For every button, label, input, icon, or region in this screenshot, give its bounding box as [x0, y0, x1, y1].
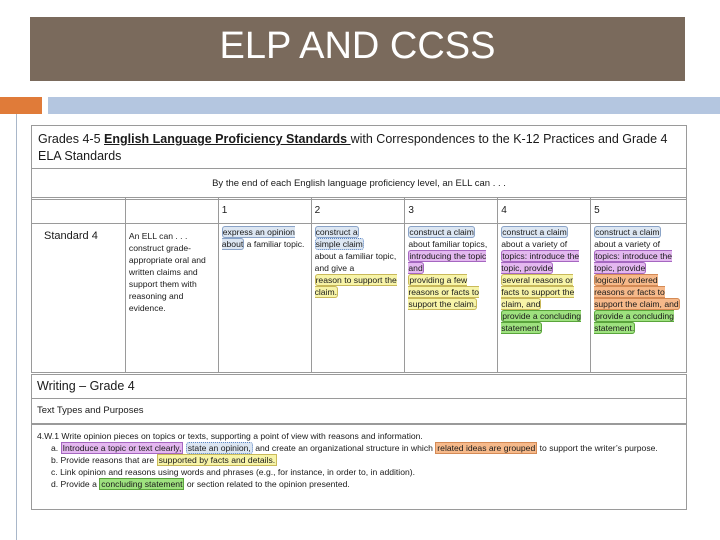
level-5-header: 5	[591, 198, 687, 224]
ccss-item-c: c. Link opinion and reasons using words and phrases (e.g., for instance, in order to, in addition).	[51, 467, 416, 477]
accent-bar-blue	[48, 97, 720, 114]
ccss-a-highlight-1: Introduce a topic or text clearly,	[62, 443, 182, 453]
levels-header-row	[32, 198, 687, 224]
level-5-cell	[591, 224, 687, 373]
standard-label: Standard 4	[32, 224, 126, 373]
ccss-a-mid-2: and create an organizational structure in which	[252, 443, 436, 453]
ell-can-text: An ELL can . . . construct grade-appropriate oral and written claims and support them with reasoning and evidence.	[125, 224, 218, 373]
level-3-part-b: about familiar topics,	[408, 239, 488, 249]
level-2-part-a: construct a	[315, 227, 358, 237]
level-4-header: 4	[498, 198, 591, 224]
level-1-cell	[218, 224, 311, 373]
elp-header-text	[38, 131, 680, 165]
level-4-part-b: about a variety of	[501, 239, 568, 249]
ccss-item-d	[37, 478, 682, 490]
ccss-a-suffix: to support the writer’s purpose.	[537, 443, 658, 453]
ccss-a-prefix: a.	[51, 443, 61, 453]
level-3-part-a: construct a claim	[409, 227, 474, 237]
level-5-part-e: provide a concluding statement.	[594, 311, 674, 333]
slide-title: ELP AND CCSS	[219, 25, 496, 67]
level-2-part-b: simple claim	[315, 239, 363, 249]
ccss-a-highlight-2: state an opinion,	[187, 443, 251, 453]
header-prefix: Grades 4-5	[38, 132, 105, 146]
standard-row	[32, 224, 687, 373]
elp-subheader-box	[31, 168, 687, 200]
level-4-part-d: several reasons or facts to support the claim, and	[501, 275, 575, 309]
level-4-part-a: construct a claim	[502, 227, 567, 237]
level-5-part-d: logically ordered reasons or facts to support the claim, and	[594, 275, 679, 309]
level-2-cell	[311, 224, 405, 373]
level-4-part-e: provide a concluding statement.	[501, 311, 582, 333]
text-types-box	[31, 398, 687, 424]
level-3-header: 3	[405, 198, 498, 224]
writing-grade-box	[31, 374, 687, 400]
level-5-part-a: construct a claim	[595, 227, 660, 237]
slide-title-bar	[30, 17, 685, 81]
level-2-part-d: reason to support the claim.	[314, 275, 397, 297]
ccss-a-highlight-3: related ideas are grouped	[437, 443, 536, 453]
ccss-item-b	[37, 454, 682, 466]
level-4-cell	[498, 224, 591, 373]
level-1-rest: a familiar topic.	[244, 239, 305, 249]
ccss-item-a	[37, 442, 682, 454]
level-4-part-c: topics: introduce the topic, provide	[501, 251, 580, 273]
levels-blank-cell-1	[32, 198, 126, 224]
ccss-standard-text	[37, 430, 682, 490]
ccss-d-prefix: d. Provide a	[51, 479, 100, 489]
level-1-header: 1	[218, 198, 311, 224]
level-3-cell	[405, 224, 498, 373]
level-3-part-d: providing a few reasons or facts to support the claim.	[408, 275, 480, 309]
elp-levels-table	[31, 197, 687, 373]
ccss-b-prefix: b. Provide reasons that are	[51, 455, 157, 465]
levels-blank-cell-2	[125, 198, 218, 224]
level-3-part-c: introducing the topic and	[408, 251, 487, 273]
left-divider-line	[16, 114, 17, 540]
text-types-heading: Text Types and Purposes	[37, 405, 144, 416]
level-2-header: 2	[311, 198, 405, 224]
header-underlined: English Language Proficiency Standards	[104, 132, 351, 146]
ccss-b-highlight: supported by facts and details.	[158, 455, 276, 465]
elp-subheader: By the end of each English language proficiency level, an ELL can . . .	[212, 178, 506, 189]
level-2-part-c: about a familiar topic, and give a	[314, 251, 397, 273]
header-suffix: with Correspondences to the K-12 Practices and Grade 4 ELA Standards	[38, 132, 668, 163]
elp-header-box	[31, 125, 687, 169]
level-1-highlight: express an opinion about	[221, 227, 295, 249]
accent-bar-orange	[0, 97, 42, 114]
ccss-d-suffix: or section related to the opinion presented.	[184, 479, 350, 489]
ccss-d-highlight: concluding statement	[101, 479, 183, 489]
writing-grade-title: Writing – Grade 4	[37, 379, 135, 393]
ccss-w1: 4.W.1 Write opinion pieces on topics or texts, supporting a point of view with reasons and information.	[37, 431, 423, 441]
ccss-standard-box	[31, 424, 687, 510]
level-5-part-c: topics: introduce the topic, provide	[594, 251, 673, 273]
level-5-part-b: about a variety of	[594, 239, 661, 249]
